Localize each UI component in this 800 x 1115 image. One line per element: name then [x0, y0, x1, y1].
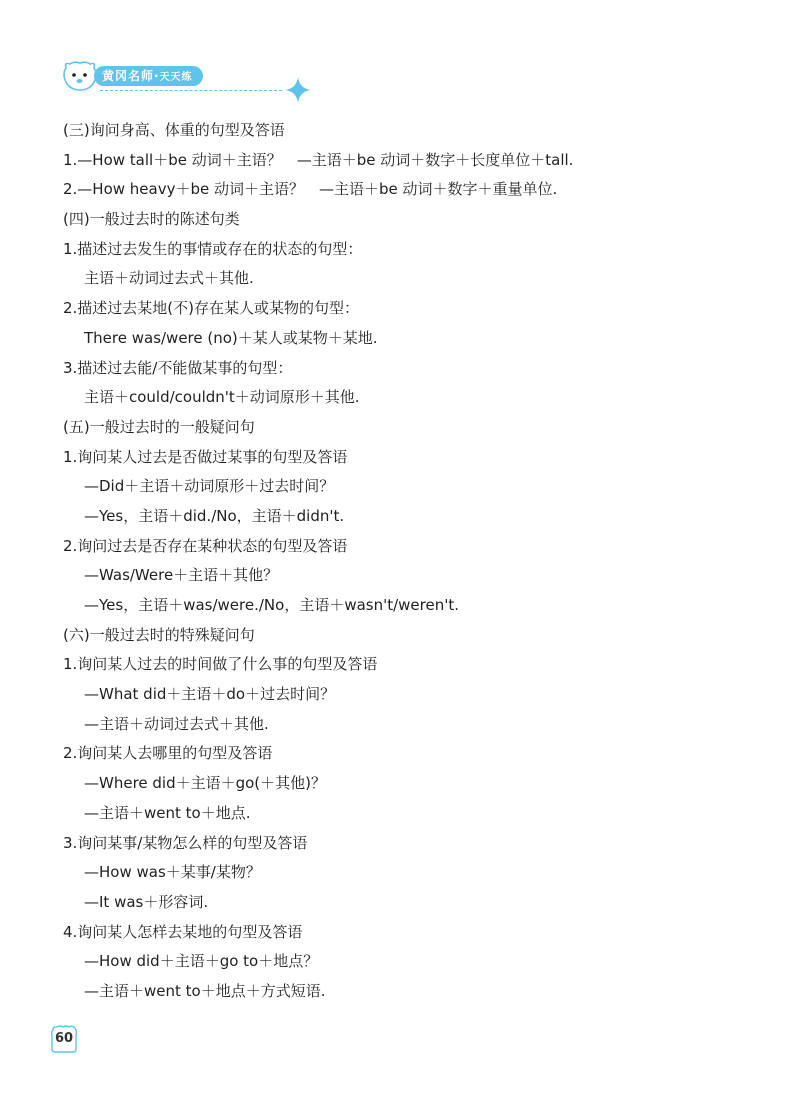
section-heading-5: (五)一般过去时的一般疑问句	[63, 417, 255, 436]
brand-subtitle: 天天练	[159, 72, 193, 83]
pattern-line: —Yes，主语＋did./No，主语＋didn't.	[84, 506, 345, 525]
pattern-line: 主语＋动词过去式＋其他.	[84, 269, 254, 288]
list-item: 3.询问某事/某物怎么样的句型及答语	[63, 833, 308, 852]
list-item: 4.询问某人怎样去某地的句型及答语	[63, 922, 303, 941]
pattern-line: There was/were (no)＋某人或某物＋某地.	[84, 328, 378, 347]
pattern-line: —主语＋动词过去式＋其他.	[84, 714, 269, 733]
pattern-line: —What did＋主语＋do＋过去时间？	[84, 685, 336, 704]
list-item: 2.—How heavy＋be 动词＋主语？ —主语＋be 动词＋数字＋重量单位.	[63, 180, 558, 199]
list-item: 1.—How tall＋be 动词＋主语？ —主语＋be 动词＋数字＋长度单位＋tall.	[63, 150, 574, 169]
list-item: 1.询问某人过去的时间做了什么事的句型及答语	[63, 655, 378, 674]
list-item: 1.询问某人过去是否做过某事的句型及答语	[63, 447, 348, 466]
brand-name: 黄冈名师·	[102, 69, 160, 83]
section-heading-6: (六)一般过去时的特殊疑问句	[63, 625, 255, 644]
page-header	[60, 56, 260, 100]
pattern-line: —Yes，主语＋was/were./No，主语＋wasn't/weren't.	[84, 596, 460, 614]
list-item: 3.描述过去能/不能做某事的句型：	[63, 358, 293, 377]
pattern-line: —How did＋主语＋go to＋地点？	[84, 952, 319, 971]
sparkle-star-icon	[284, 76, 312, 104]
grammar-notes	[63, 116, 763, 1007]
page-number: 60	[54, 1031, 74, 1046]
pattern-line: —主语＋went to＋地点＋方式短语.	[84, 981, 326, 1000]
pattern-line: —Where did＋主语＋go(＋其他)？	[84, 774, 327, 793]
pattern-line: 主语＋could/couldn't＋动词原形＋其他.	[84, 388, 360, 407]
list-item: 2.询问某人去哪里的句型及答语	[63, 744, 273, 763]
list-item: 2.描述过去某地(不)存在某人或某物的句型：	[63, 299, 360, 318]
pattern-line: —Was/Were＋主语＋其他？	[84, 566, 279, 585]
pattern-line: —主语＋went to＋地点.	[84, 803, 251, 822]
pattern-line: —How was＋某事/某物？	[84, 863, 261, 882]
list-item: 1.描述过去发生的事情或存在的状态的句型：	[63, 239, 363, 258]
section-heading-4: (四)一般过去时的陈述句类	[63, 210, 240, 229]
pattern-line: —It was＋形容词.	[84, 892, 209, 911]
list-item: 2.询问过去是否存在某种状态的句型及答语	[63, 536, 348, 555]
pattern-line: —Did＋主语＋动词原形＋过去时间？	[84, 477, 335, 496]
page-number-badge	[49, 1024, 79, 1054]
brand-title	[94, 66, 203, 86]
header-divider	[100, 90, 282, 91]
section-heading-3: (三)询问身高、体重的句型及答语	[63, 121, 285, 139]
